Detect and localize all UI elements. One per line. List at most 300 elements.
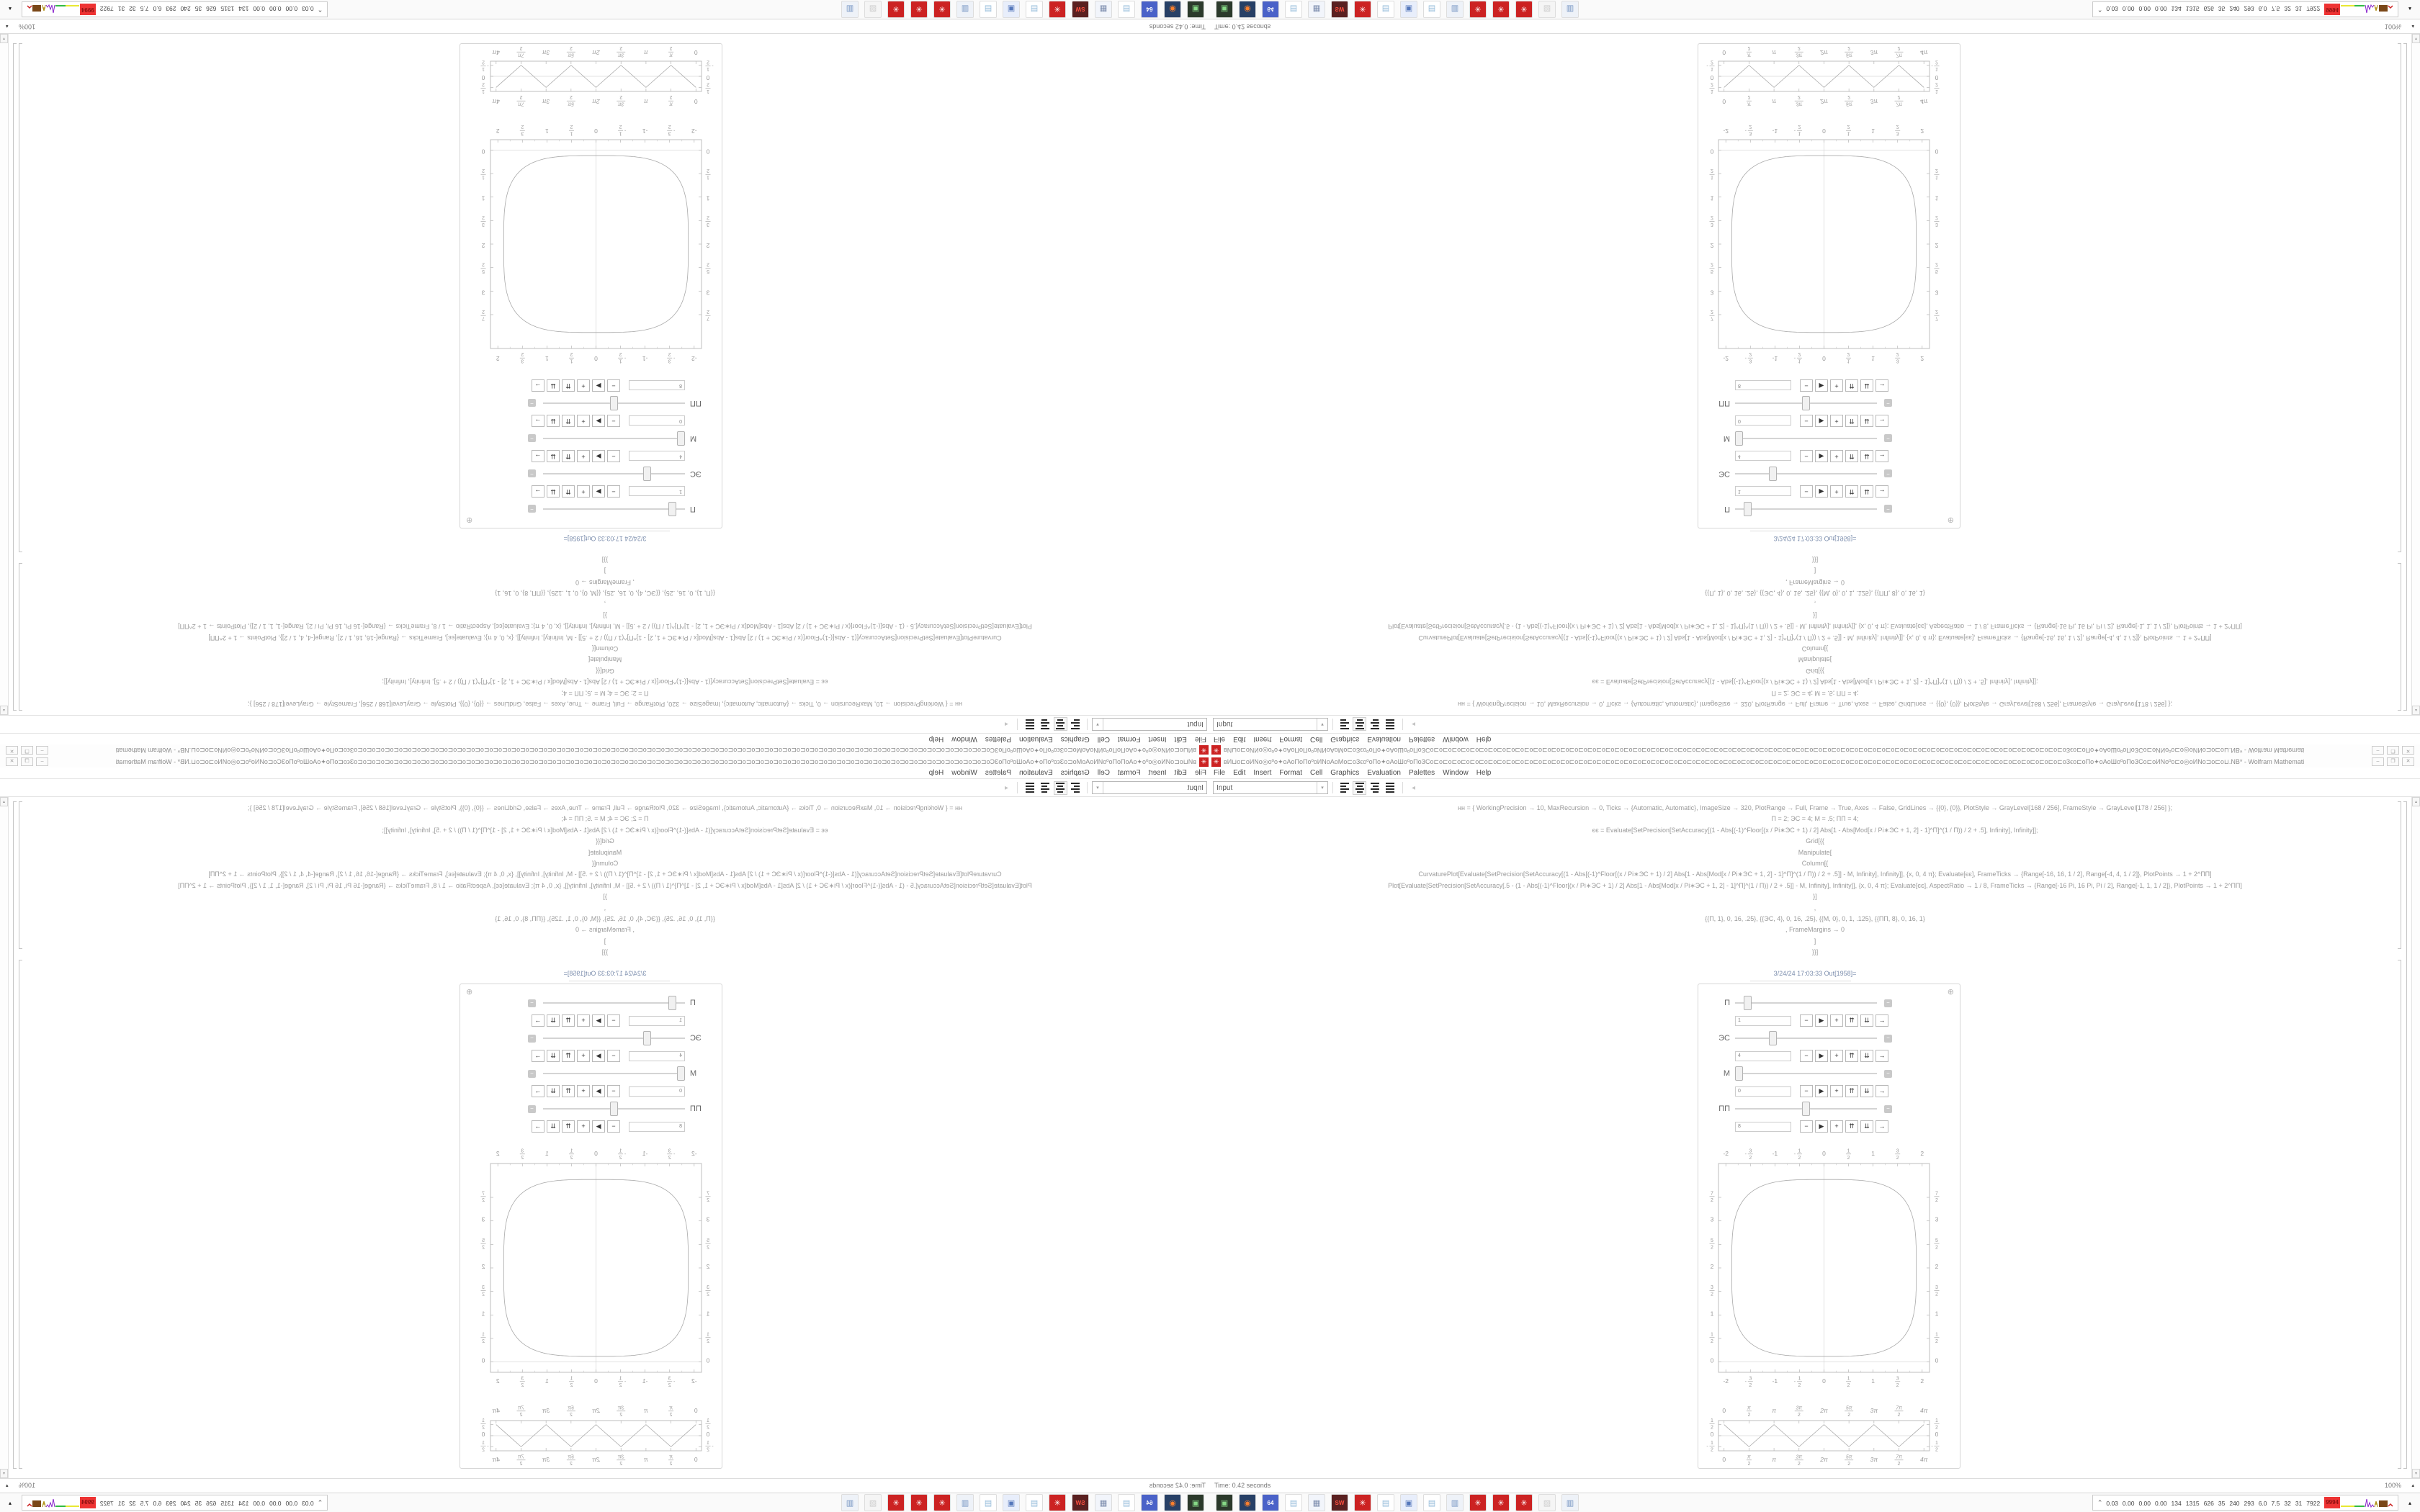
- tray-overflow-arrow-icon[interactable]: ▴: [9, 6, 12, 12]
- menu-item[interactable]: Evaluation: [1019, 769, 1053, 777]
- slower-button[interactable]: ⇊: [547, 415, 560, 427]
- code-line[interactable]: нн = { WorkingPrecision → 10, MaxRecursion → 0, Ticks → {Automatic, Automatic}, ImageSize → 320, PlotRange → Full, Frame → True, Axes → False, GridLines → {{0}, {0}}, PlotStyle → GrayLevel[168 / 256], FrameStyle → GrayLevel[178 / 256] };: [1458, 804, 2172, 811]
- slider-collapse-button[interactable]: −: [1884, 505, 1892, 513]
- vertical-scrollbar[interactable]: [0, 34, 9, 715]
- direction-button[interactable]: →: [532, 415, 544, 427]
- slider-thumb[interactable]: [677, 1066, 685, 1081]
- increment-button[interactable]: +: [1830, 415, 1843, 427]
- code-line[interactable]: ,: [1814, 904, 1816, 912]
- decrement-button[interactable]: −: [607, 1085, 620, 1097]
- menu-item[interactable]: Help: [928, 769, 944, 777]
- decrement-button[interactable]: −: [607, 1050, 620, 1062]
- manipulate-settings-icon[interactable]: ⊕: [466, 988, 473, 996]
- scroll-down-arrow[interactable]: ▾: [0, 34, 8, 43]
- code-line[interactable]: П = 2; ЭС = 4; М = .5; ПП = 4;: [1771, 815, 1859, 823]
- slider-thumb[interactable]: [1744, 502, 1752, 516]
- decrement-button[interactable]: −: [607, 415, 620, 427]
- floppy-64-icon[interactable]: 64: [1262, 1, 1279, 18]
- manipulate-slider[interactable]: [543, 502, 685, 516]
- justify-button[interactable]: [1023, 781, 1037, 795]
- code-line[interactable]: , FrameMargins → 0: [575, 578, 635, 586]
- direction-button[interactable]: →: [532, 1120, 544, 1133]
- slower-button[interactable]: ⇊: [1860, 1014, 1873, 1027]
- terminal-device-icon[interactable]: ▣: [1216, 1494, 1233, 1511]
- slider-value-field[interactable]: 0: [629, 1086, 685, 1097]
- slider-collapse-button[interactable]: −: [528, 999, 536, 1007]
- code-line[interactable]: Grid[{{: [596, 837, 614, 845]
- code-line[interactable]: }]: [1813, 611, 1817, 619]
- slower-button[interactable]: ⇊: [1860, 379, 1873, 392]
- slider-collapse-button[interactable]: −: [528, 470, 536, 478]
- play-button[interactable]: ▶: [1815, 450, 1828, 462]
- magnification-arrow-icon[interactable]: ▴: [6, 1483, 9, 1488]
- restore-button[interactable]: ❐: [2387, 746, 2399, 755]
- slower-button[interactable]: ⇊: [1860, 1085, 1873, 1097]
- minimize-button[interactable]: –: [36, 757, 48, 766]
- cell-style-dropdown[interactable]: [1213, 718, 1328, 731]
- code-line[interactable]: }}]: [601, 948, 609, 956]
- floppy-64-icon[interactable]: 64: [1141, 1494, 1158, 1511]
- manipulate-settings-icon[interactable]: ⊕: [1947, 988, 1954, 996]
- justify-button[interactable]: [1383, 781, 1397, 795]
- notepad-icon[interactable]: ▤: [1377, 1, 1394, 18]
- code-line[interactable]: CurvaturePlot[Evaluate[SetPrecision[SetAccuracy[(1 - Abs[(-1)^Floor[(x / Pi∗ЭС + 1) / 2] Abs[1 - Abs[Mod[x / Pi∗ЭС + 1, 2] - 1]^П]^(1 / П)) / 2 + .5]] - М, Infinity], Infinity]], {x, 0, 4 π}; Evaluate[єє], FrameTicks → {Range[-16, 16, 1 / 2], Range[-4, 4, 1 / 2]}, PlotPoints → 1 + 2^ПП]: [208, 870, 1002, 878]
- back-arrow-icon[interactable]: ◂: [1004, 783, 1008, 792]
- tray-overflow-arrow-icon[interactable]: ▴: [2408, 6, 2411, 12]
- direction-button[interactable]: →: [532, 485, 544, 498]
- faster-button[interactable]: ⇈: [562, 1120, 575, 1133]
- menu-item[interactable]: Graphics: [1330, 735, 1360, 743]
- calculator-icon[interactable]: ▦: [1308, 1494, 1325, 1511]
- decrement-button[interactable]: −: [607, 1120, 620, 1133]
- code-line[interactable]: {{П, 1}, 0, 16, .25}, {{ЭС, 4}, 0, 16, .25}, {{М, 0}, 0, 1, .125}, {{ПП, 8}, 0, 16, 1}: [1705, 589, 1925, 597]
- menu-item[interactable]: Edit: [1174, 769, 1187, 777]
- slider-thumb[interactable]: [668, 996, 676, 1010]
- slider-thumb[interactable]: [610, 396, 618, 410]
- code-line[interactable]: Plot[Evaluate[SetPrecision[SetAccuracy[.5 - (1 - Abs[(-1)^Floor[(x / Pi∗ЭС + 1) / 2] Abs[1 - Abs[Mod[x / Pi∗ЭС + 1, 2] - 1]^П]^(1 / П)) / 2 + .5]] - М, Infinity], Infinity]], {x, 0, 4 π}; Evaluate[єє], AspectRatio → 1 / 8, FrameTicks → {Range[-16 Pi, 16 Pi, Pi / 2], Range[-1, 1, 1 / 2]}, PlotPoints → 1 + 2^ПП]: [1388, 881, 2242, 889]
- slider-value-field[interactable]: 4: [629, 1051, 685, 1061]
- code-line[interactable]: П = 2; ЭС = 4; М = .5; ПП = 4;: [1771, 689, 1859, 697]
- manipulate-slider[interactable]: [1735, 1031, 1877, 1045]
- play-button[interactable]: ▶: [592, 1120, 605, 1133]
- menu-item[interactable]: Palettes: [1409, 769, 1435, 777]
- slider-thumb[interactable]: [1735, 431, 1743, 446]
- code-line[interactable]: }]: [603, 893, 607, 901]
- slider-collapse-button[interactable]: −: [1884, 999, 1892, 1007]
- slider-value-field[interactable]: 0: [629, 416, 685, 426]
- cell-group-bracket[interactable]: [13, 43, 17, 711]
- mathematica-icon[interactable]: ✳: [887, 1, 905, 18]
- input-cell[interactable]: [0, 554, 1210, 709]
- slider-value-field[interactable]: 4: [1735, 1051, 1791, 1061]
- menu-item[interactable]: File: [1194, 735, 1206, 743]
- magnification-control[interactable]: 100%: [19, 23, 36, 30]
- code-line[interactable]: Plot[Evaluate[SetPrecision[SetAccuracy[.5 - (1 - Abs[(-1)^Floor[(x / Pi∗ЭС + 1) / 2] Abs[1 - Abs[Mod[x / Pi∗ЭС + 1, 2] - 1]^П]^(1 / П)) / 2 + .5]] - М, Infinity], Infinity]], {x, 0, 4 π}; Evaluate[єє], AspectRatio → 1 / 8, FrameTicks → {Range[-16 Pi, 16 Pi, Pi / 2], Range[-1, 1, 1 / 2]}, PlotPoints → 1 + 2^ПП]: [178, 623, 1032, 631]
- direction-button[interactable]: →: [1876, 1120, 1888, 1133]
- manipulate-slider[interactable]: [543, 396, 685, 410]
- code-line[interactable]: Manipulate[: [588, 848, 622, 856]
- slider-value-field[interactable]: 4: [1735, 451, 1791, 462]
- code-line[interactable]: єє = Evaluate[SetPrecision[SetAccuracy[(1 - Abs[(-1)^Floor[(x / Pi∗ЭС + 1) / 2] Abs[1 - Abs[Mod[x / Pi∗ЭС + 1, 2] - 1]^П]^(1 / П)) / 2 + .5], Infinity], Infinity]];: [382, 678, 828, 686]
- slower-button[interactable]: ⇊: [547, 1014, 560, 1027]
- mathematica-icon[interactable]: ✳: [933, 1, 951, 18]
- slower-button[interactable]: ⇊: [1860, 1120, 1873, 1133]
- code-line[interactable]: нн = { WorkingPrecision → 10, MaxRecursion → 0, Ticks → {Automatic, Automatic}, ImageSize → 320, PlotRange → Full, Frame → True, Axes → False, GridLines → {{0}, {0}}, PlotStyle → GrayLevel[168 / 256], FrameStyle → GrayLevel[178 / 256] };: [248, 701, 962, 708]
- code-line[interactable]: Grid[{{: [1806, 667, 1824, 675]
- slower-button[interactable]: ⇊: [547, 485, 560, 498]
- increment-button[interactable]: +: [577, 450, 590, 462]
- document-stack-icon[interactable]: ▥: [1446, 1, 1464, 18]
- tray-chevron-icon[interactable]: ⌃: [2097, 1498, 2103, 1506]
- code-line[interactable]: Grid[{{: [1806, 837, 1824, 845]
- document-stack-icon[interactable]: ▥: [841, 1494, 859, 1511]
- minimize-button[interactable]: –: [2372, 746, 2384, 755]
- notebook-content[interactable]: [1210, 797, 2420, 1478]
- menu-item[interactable]: Help: [1476, 735, 1492, 743]
- notepad-icon[interactable]: ▤: [980, 1494, 997, 1511]
- manipulate-slider[interactable]: [1735, 467, 1877, 481]
- terminal-device-icon[interactable]: ▣: [1187, 1, 1204, 18]
- faster-button[interactable]: ⇈: [1845, 1050, 1858, 1062]
- slider-value-field[interactable]: 4: [629, 451, 685, 462]
- code-line[interactable]: }]: [1813, 893, 1817, 901]
- mathematica-icon[interactable]: ✳: [933, 1494, 951, 1511]
- play-button[interactable]: ▶: [1815, 415, 1828, 427]
- code-line[interactable]: Column[{: [1801, 860, 1829, 868]
- faster-button[interactable]: ⇈: [562, 450, 575, 462]
- document-stack-icon[interactable]: ▥: [956, 1494, 974, 1511]
- mathematica-icon[interactable]: ✳: [1492, 1494, 1510, 1511]
- tray-overflow-arrow-icon[interactable]: ▴: [9, 1500, 12, 1506]
- floppy-64-icon[interactable]: 64: [1141, 1, 1158, 18]
- mathematica-icon[interactable]: ✳: [1469, 1494, 1487, 1511]
- slower-button[interactable]: ⇊: [1860, 485, 1873, 498]
- input-cell[interactable]: [1210, 554, 2420, 709]
- menu-item[interactable]: Cell: [1097, 735, 1110, 743]
- decrement-button[interactable]: −: [607, 379, 620, 392]
- increment-button[interactable]: +: [1830, 485, 1843, 498]
- menu-item[interactable]: Cell: [1097, 769, 1110, 777]
- increment-button[interactable]: +: [577, 1050, 590, 1062]
- direction-button[interactable]: →: [1876, 485, 1888, 498]
- restore-button[interactable]: ❐: [21, 757, 33, 766]
- mathematica-icon[interactable]: ✳: [1354, 1494, 1371, 1511]
- faster-button[interactable]: ⇈: [1845, 485, 1858, 498]
- menu-item[interactable]: Evaluation: [1019, 735, 1053, 743]
- code-line[interactable]: ]: [604, 937, 606, 945]
- direction-button[interactable]: →: [532, 379, 544, 392]
- align-center-button[interactable]: [1353, 781, 1366, 795]
- align-left-button[interactable]: [1069, 718, 1083, 732]
- menu-item[interactable]: File: [1214, 769, 1226, 777]
- manipulate-slider[interactable]: [1735, 502, 1877, 516]
- mathematica-icon[interactable]: ✳: [1469, 1, 1487, 18]
- slider-collapse-button[interactable]: −: [1884, 1035, 1892, 1043]
- align-right-button[interactable]: [1368, 781, 1381, 795]
- disabled-app-icon[interactable]: ▨: [864, 1, 882, 18]
- slider-thumb[interactable]: [677, 431, 685, 446]
- direction-button[interactable]: →: [1876, 1085, 1888, 1097]
- decrement-button[interactable]: −: [1800, 485, 1813, 498]
- increment-button[interactable]: +: [577, 379, 590, 392]
- faster-button[interactable]: ⇈: [562, 1050, 575, 1062]
- decrement-button[interactable]: −: [1800, 415, 1813, 427]
- slider-value-field[interactable]: 1: [1735, 487, 1791, 497]
- scroll-up-arrow[interactable]: ▴: [2412, 706, 2420, 715]
- slower-button[interactable]: ⇊: [547, 379, 560, 392]
- menu-item[interactable]: Format: [1117, 735, 1141, 743]
- decrement-button[interactable]: −: [1800, 1120, 1813, 1133]
- notepad-icon[interactable]: ▤: [1377, 1494, 1394, 1511]
- play-button[interactable]: ▶: [592, 379, 605, 392]
- decrement-button[interactable]: −: [607, 450, 620, 462]
- menu-item[interactable]: Edit: [1233, 735, 1246, 743]
- menu-item[interactable]: Format: [1279, 735, 1303, 743]
- code-line[interactable]: ,: [1814, 600, 1816, 608]
- menu-item[interactable]: Cell: [1310, 735, 1323, 743]
- code-line[interactable]: }}]: [1811, 948, 1819, 956]
- code-line[interactable]: CurvaturePlot[Evaluate[SetPrecision[SetAccuracy[(1 - Abs[(-1)^Floor[(x / Pi∗ЭС + 1) / 2] Abs[1 - Abs[Mod[x / Pi∗ЭС + 1, 2] - 1]^П]^(1 / П)) / 2 + .5]] - М, Infinity], Infinity]], {x, 0, 4 π}; Evaluate[єє], FrameTicks → {Range[-16, 16, 1 / 2], Range[-4, 4, 1 / 2]}, PlotPoints → 1 + 2^ПП]: [208, 634, 1002, 642]
- close-button[interactable]: ✕: [6, 746, 18, 755]
- input-cell-bracket[interactable]: [19, 563, 22, 711]
- code-line[interactable]: CurvaturePlot[Evaluate[SetPrecision[SetAccuracy[(1 - Abs[(-1)^Floor[(x / Pi∗ЭС + 1) / 2] Abs[1 - Abs[Mod[x / Pi∗ЭС + 1, 2] - 1]^П]^(1 / П)) / 2 + .5]] - М, Infinity], Infinity]], {x, 0, 4 π}; Evaluate[єє], FrameTicks → {Range[-16, 16, 1 / 2], Range[-4, 4, 1 / 2]}, PlotPoints → 1 + 2^ПП]: [1418, 870, 2212, 878]
- faster-button[interactable]: ⇈: [562, 1085, 575, 1097]
- code-line[interactable]: П = 2; ЭС = 4; М = .5; ПП = 4;: [561, 689, 649, 697]
- cell-group-bracket[interactable]: [2403, 43, 2407, 711]
- notepad-icon[interactable]: ▤: [1026, 1, 1043, 18]
- back-arrow-icon[interactable]: ◂: [1412, 783, 1416, 792]
- justify-button[interactable]: [1023, 718, 1037, 732]
- manipulate-slider[interactable]: [543, 996, 685, 1010]
- faster-button[interactable]: ⇈: [562, 1014, 575, 1027]
- play-button[interactable]: ▶: [592, 415, 605, 427]
- slider-value-field[interactable]: 1: [629, 1016, 685, 1026]
- increment-button[interactable]: +: [1830, 379, 1843, 392]
- mathematica-icon[interactable]: ✳: [887, 1494, 905, 1511]
- increment-button[interactable]: +: [1830, 450, 1843, 462]
- menu-item[interactable]: Palettes: [1409, 735, 1435, 743]
- close-button[interactable]: ✕: [2402, 746, 2414, 755]
- magnification-control[interactable]: 100%: [2384, 1482, 2401, 1489]
- cell-style-dropdown[interactable]: [1213, 781, 1328, 794]
- close-button[interactable]: ✕: [2402, 757, 2414, 766]
- manipulate-slider[interactable]: [1735, 996, 1877, 1010]
- code-line[interactable]: єє = Evaluate[SetPrecision[SetAccuracy[(1 - Abs[(-1)^Floor[(x / Pi∗ЭС + 1) / 2] Abs[1 - Abs[Mod[x / Pi∗ЭС + 1, 2] - 1]^П]^(1 / П)) / 2 + .5], Infinity], Infinity]];: [382, 826, 828, 834]
- slider-collapse-button[interactable]: −: [1884, 470, 1892, 478]
- play-button[interactable]: ▶: [1815, 1014, 1828, 1027]
- slower-button[interactable]: ⇊: [1860, 415, 1873, 427]
- code-line[interactable]: }}]: [601, 556, 609, 564]
- decrement-button[interactable]: −: [1800, 1050, 1813, 1062]
- manipulate-settings-icon[interactable]: ⊕: [466, 516, 473, 524]
- magnification-arrow-icon[interactable]: ▴: [2411, 24, 2414, 29]
- play-button[interactable]: ▶: [592, 1014, 605, 1027]
- cell-style-dropdown[interactable]: [1092, 718, 1207, 731]
- faster-button[interactable]: ⇈: [1845, 450, 1858, 462]
- faster-button[interactable]: ⇈: [562, 485, 575, 498]
- code-line[interactable]: Column[{: [1801, 644, 1829, 652]
- manipulate-slider[interactable]: [543, 1031, 685, 1045]
- document-stack-icon[interactable]: ▥: [956, 1, 974, 18]
- decrement-button[interactable]: −: [607, 485, 620, 498]
- slider-thumb[interactable]: [1769, 467, 1777, 481]
- vertical-scrollbar[interactable]: [2411, 797, 2420, 1478]
- firefox-icon[interactable]: ◉: [1239, 1494, 1256, 1511]
- slider-value-field[interactable]: 0: [1735, 416, 1791, 426]
- slower-button[interactable]: ⇊: [1860, 1050, 1873, 1062]
- menu-item[interactable]: File: [1194, 769, 1206, 777]
- scroll-up-arrow[interactable]: ▴: [2412, 797, 2420, 806]
- window-frame-icon[interactable]: ▣: [1003, 1, 1020, 18]
- menu-item[interactable]: File: [1214, 735, 1226, 743]
- align-center-button[interactable]: [1054, 718, 1067, 732]
- code-line[interactable]: {{П, 1}, 0, 16, .25}, {{ЭС, 4}, 0, 16, .25}, {{М, 0}, 0, 1, .125}, {{ПП, 8}, 0, 16, 1}: [495, 589, 715, 597]
- increment-button[interactable]: +: [577, 1085, 590, 1097]
- play-button[interactable]: ▶: [1815, 1085, 1828, 1097]
- play-button[interactable]: ▶: [1815, 379, 1828, 392]
- calculator-icon[interactable]: ▦: [1095, 1, 1112, 18]
- solidworks-icon[interactable]: SW: [1331, 1494, 1348, 1511]
- direction-button[interactable]: →: [532, 1050, 544, 1062]
- slower-button[interactable]: ⇊: [547, 450, 560, 462]
- code-line[interactable]: ,: [604, 600, 606, 608]
- increment-button[interactable]: +: [577, 1014, 590, 1027]
- code-line[interactable]: нн = { WorkingPrecision → 10, MaxRecursion → 0, Ticks → {Automatic, Automatic}, ImageSize → 320, PlotRange → Full, Frame → True, Axes → False, GridLines → {{0}, {0}}, PlotStyle → GrayLevel[168 / 256], FrameStyle → GrayLevel[178 / 256] };: [1458, 701, 2172, 708]
- menu-item[interactable]: Insert: [1253, 735, 1272, 743]
- notepad-icon[interactable]: ▤: [1118, 1, 1135, 18]
- cell-group-bracket[interactable]: [2403, 801, 2407, 1469]
- direction-button[interactable]: →: [532, 1085, 544, 1097]
- code-line[interactable]: єє = Evaluate[SetPrecision[SetAccuracy[(1 - Abs[(-1)^Floor[(x / Pi∗ЭС + 1) / 2] Abs[1 - Abs[Mod[x / Pi∗ЭС + 1, 2] - 1]^П]^(1 / П)) / 2 + .5], Infinity], Infinity]];: [1592, 678, 2038, 686]
- input-cell[interactable]: [0, 803, 1210, 958]
- manipulate-slider[interactable]: [1735, 396, 1877, 410]
- scroll-down-arrow[interactable]: ▾: [2412, 34, 2420, 43]
- menu-item[interactable]: Graphics: [1060, 735, 1090, 743]
- mathematica-icon[interactable]: ✳: [1049, 1, 1066, 18]
- title-bar[interactable]: [1210, 744, 2420, 756]
- menu-item[interactable]: Help: [1476, 769, 1492, 777]
- slider-value-field[interactable]: 1: [1735, 1016, 1791, 1026]
- calculator-icon[interactable]: ▦: [1308, 1, 1325, 18]
- menu-item[interactable]: Cell: [1310, 769, 1323, 777]
- align-left-button[interactable]: [1337, 718, 1351, 732]
- input-cell-bracket[interactable]: [19, 801, 22, 949]
- magnification-arrow-icon[interactable]: ▴: [6, 24, 9, 29]
- code-line[interactable]: ]: [1814, 937, 1816, 945]
- code-line[interactable]: {{П, 1}, 0, 16, .25}, {{ЭС, 4}, 0, 16, .25}, {{М, 0}, 0, 1, .125}, {{ПП, 8}, 0, 16, 1}: [495, 915, 715, 923]
- tray-chevron-icon[interactable]: ⌃: [317, 1498, 323, 1506]
- solidworks-icon[interactable]: SW: [1072, 1, 1089, 18]
- slider-thumb[interactable]: [644, 1031, 652, 1045]
- minimize-button[interactable]: –: [36, 746, 48, 755]
- menu-item[interactable]: Insert: [1253, 769, 1272, 777]
- manipulate-slider[interactable]: [543, 431, 685, 446]
- direction-button[interactable]: →: [1876, 450, 1888, 462]
- slider-thumb[interactable]: [1802, 1102, 1810, 1116]
- menu-item[interactable]: Window: [1443, 769, 1469, 777]
- floppy-64-icon[interactable]: 64: [1262, 1494, 1279, 1511]
- code-line[interactable]: Plot[Evaluate[SetPrecision[SetAccuracy[.5 - (1 - Abs[(-1)^Floor[(x / Pi∗ЭС + 1) / 2] Abs[1 - Abs[Mod[x / Pi∗ЭС + 1, 2] - 1]^П]^(1 / П)) / 2 + .5]] - М, Infinity], Infinity]], {x, 0, 4 π}; Evaluate[єє], AspectRatio → 1 / 8, FrameTicks → {Range[-16 Pi, 16 Pi, Pi / 2], Range[-1, 1, 1 / 2]}, PlotPoints → 1 + 2^ПП]: [178, 881, 1032, 889]
- slider-collapse-button[interactable]: −: [528, 1070, 536, 1078]
- manipulate-slider[interactable]: [543, 1066, 685, 1081]
- menu-item[interactable]: Edit: [1174, 735, 1187, 743]
- faster-button[interactable]: ⇈: [562, 379, 575, 392]
- decrement-button[interactable]: −: [607, 1014, 620, 1027]
- slider-collapse-button[interactable]: −: [1884, 400, 1892, 408]
- notebook-content[interactable]: [0, 797, 1210, 1478]
- scroll-up-arrow[interactable]: ▴: [0, 797, 8, 806]
- vertical-scrollbar[interactable]: [2411, 34, 2420, 715]
- notepad-icon[interactable]: ▤: [1285, 1, 1302, 18]
- code-line[interactable]: П = 2; ЭС = 4; М = .5; ПП = 4;: [561, 815, 649, 823]
- code-line[interactable]: ]: [604, 567, 606, 575]
- firefox-icon[interactable]: ◉: [1239, 1, 1256, 18]
- code-line[interactable]: Column[{: [591, 644, 619, 652]
- code-line[interactable]: нн = { WorkingPrecision → 10, MaxRecursion → 0, Ticks → {Automatic, Automatic}, ImageSize → 320, PlotRange → Full, Frame → True, Axes → False, GridLines → {{0}, {0}}, PlotStyle → GrayLevel[168 / 256], FrameStyle → GrayLevel[178 / 256] };: [248, 804, 962, 811]
- slider-collapse-button[interactable]: −: [1884, 1105, 1892, 1113]
- notepad-icon[interactable]: ▤: [1118, 1494, 1135, 1511]
- calculator-icon[interactable]: ▦: [1095, 1494, 1112, 1511]
- back-arrow-icon[interactable]: ◂: [1412, 720, 1416, 729]
- document-stack-icon[interactable]: ▥: [1446, 1494, 1464, 1511]
- slower-button[interactable]: ⇊: [547, 1085, 560, 1097]
- code-line[interactable]: Column[{: [591, 860, 619, 868]
- document-stack-icon[interactable]: ▥: [1561, 1, 1579, 18]
- tray-overflow-arrow-icon[interactable]: ▴: [2408, 1500, 2411, 1506]
- manipulate-slider[interactable]: [543, 1102, 685, 1116]
- mathematica-icon[interactable]: ✳: [1049, 1494, 1066, 1511]
- direction-button[interactable]: →: [1876, 379, 1888, 392]
- slower-button[interactable]: ⇊: [547, 1050, 560, 1062]
- disabled-app-icon[interactable]: ▨: [1538, 1, 1556, 18]
- code-line[interactable]: Manipulate[: [1798, 656, 1832, 664]
- code-line[interactable]: }}]: [1811, 556, 1819, 564]
- increment-button[interactable]: +: [577, 485, 590, 498]
- window-frame-icon[interactable]: ▣: [1003, 1494, 1020, 1511]
- direction-button[interactable]: →: [532, 450, 544, 462]
- title-bar[interactable]: [0, 744, 1210, 756]
- scroll-up-arrow[interactable]: ▴: [0, 706, 8, 715]
- notepad-icon[interactable]: ▤: [1285, 1494, 1302, 1511]
- play-button[interactable]: ▶: [1815, 485, 1828, 498]
- mathematica-icon[interactable]: ✳: [1515, 1494, 1533, 1511]
- input-cell-bracket[interactable]: [2398, 563, 2401, 711]
- firefox-icon[interactable]: ◉: [1164, 1494, 1181, 1511]
- document-stack-icon[interactable]: ▥: [841, 1, 859, 18]
- notepad-icon[interactable]: ▤: [1423, 1494, 1440, 1511]
- slider-thumb[interactable]: [1744, 996, 1752, 1010]
- decrement-button[interactable]: −: [1800, 450, 1813, 462]
- tray-chevron-icon[interactable]: ⌃: [2097, 6, 2103, 14]
- play-button[interactable]: ▶: [1815, 1050, 1828, 1062]
- menu-item[interactable]: Format: [1279, 769, 1303, 777]
- align-right-button[interactable]: [1368, 718, 1381, 732]
- slower-button[interactable]: ⇊: [1860, 450, 1873, 462]
- code-line[interactable]: єє = Evaluate[SetPrecision[SetAccuracy[(1 - Abs[(-1)^Floor[(x / Pi∗ЭС + 1) / 2] Abs[1 - Abs[Mod[x / Pi∗ЭС + 1, 2] - 1]^П]^(1 / П)) / 2 + .5], Infinity], Infinity]];: [1592, 826, 2038, 834]
- code-line[interactable]: Plot[Evaluate[SetPrecision[SetAccuracy[.5 - (1 - Abs[(-1)^Floor[(x / Pi∗ЭС + 1) / 2] Abs[1 - Abs[Mod[x / Pi∗ЭС + 1, 2] - 1]^П]^(1 / П)) / 2 + .5]] - М, Infinity], Infinity]], {x, 0, 4 π}; Evaluate[єє], AspectRatio → 1 / 8, FrameTicks → {Range[-16 Pi, 16 Pi, Pi / 2], Range[-1, 1, 1 / 2]}, PlotPoints → 1 + 2^ПП]: [1388, 623, 2242, 631]
- menu-item[interactable]: Help: [928, 735, 944, 743]
- menu-item[interactable]: Format: [1117, 769, 1141, 777]
- menu-item[interactable]: Palettes: [985, 735, 1011, 743]
- manipulate-settings-icon[interactable]: ⊕: [1947, 516, 1954, 524]
- play-button[interactable]: ▶: [1815, 1120, 1828, 1133]
- play-button[interactable]: ▶: [592, 485, 605, 498]
- slider-collapse-button[interactable]: −: [528, 505, 536, 513]
- vertical-scrollbar[interactable]: [0, 797, 9, 1478]
- increment-button[interactable]: +: [577, 415, 590, 427]
- faster-button[interactable]: ⇈: [562, 415, 575, 427]
- menu-item[interactable]: Window: [951, 735, 977, 743]
